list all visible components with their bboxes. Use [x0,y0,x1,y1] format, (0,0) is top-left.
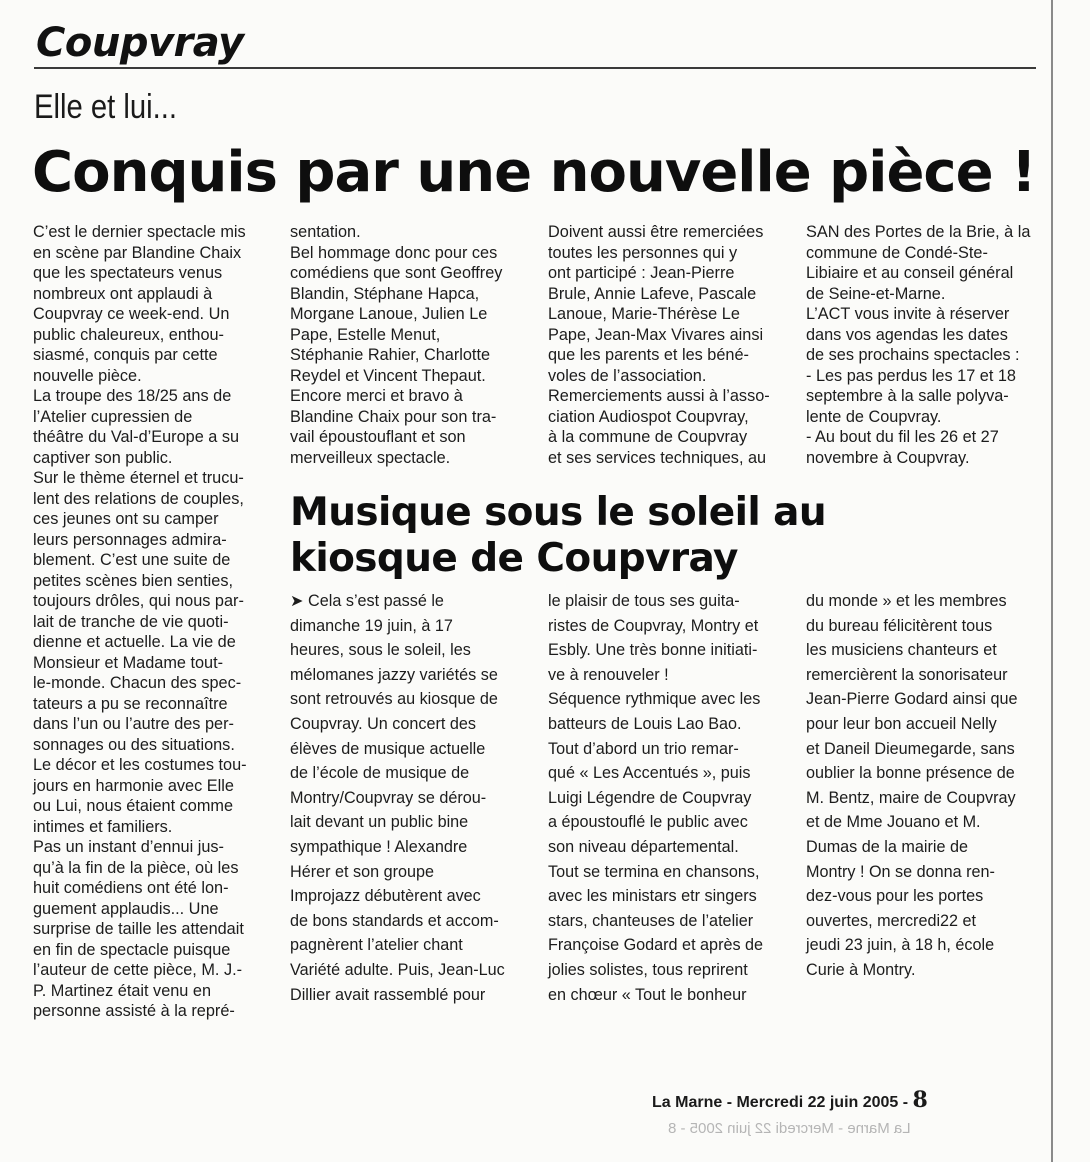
article1-column-1 [33,222,269,1022]
article1-headline: Conquis par une nouvelle pièce ! [32,140,1036,205]
article2-headline: Musique sous le soleil au kiosque de Coupvray [290,490,827,581]
article1-column-4-text: SAN des Portes de la Brie, à la commune de Condé-Ste- Libiaire et au conseil général de Seine-et-Marne. L’ACT vous invite à réserver dans vos agendas les dates de ses prochains spectacles : - Les pas perdus les 17 et 18 septembre à la salle polyva- lente de Coupvray. - Au bout du fil les 26 et 27 novembre à Coupvray. [806,223,1031,467]
article1-column-2 [290,222,526,468]
article1-column-3 [548,222,784,468]
section-title: Coupvray [36,20,244,66]
section-rule [34,67,1036,69]
footer-publication-date: La Marne - Mercredi 22 juin 2005 - [652,1094,913,1111]
article1-kicker: Elle et lui... [34,88,178,126]
article1-column-4 [806,222,1042,468]
article1-column-1-text: C’est le dernier spectacle mis en scène par Blandine Chaix que les spectateurs venus nombreux ont applaudi à Coupvray ce week-end. Un public chaleureux, enthou- siasmé, conquis par cette nouvelle pièce. La troupe des 18/25 ans de l’Atelier cupressien de théâtre du Val-d’Europe a su captiver son public. Sur le thème éternel et trucu- lent des relations de couples, ces jeunes ont su camper leurs personnages admira- blement. C’est une suite de petites scènes bien senties, toujours drôles, qui nous par- lait de tranche de vie quoti- dienne et actuelle. La vie de Monsieur et Madame tout- le-monde. Chacun des spec- tateurs a pu se reconnaître dans l’un ou l’autre des per- sonnages ou des situations. Le décor et les costumes tou- jours en harmonie avec Elle ou Lui, nous étaient comme intimes et familiers. Pas un instant d’ennui jus- qu’à la fin de la pièce, où les huit comédiens ont été lon- guement applaudis... Une surprise de taille les attendait en fin de spectacle puisque l’auteur de cette pièce, M. J.- P. Martinez était venu en personne assisté à la repré- [33,223,247,1020]
article2-column-2 [548,589,788,1007]
article2-column-1 [290,589,530,1007]
footer-page-number: 8 [912,1087,928,1113]
article2-column-3 [806,589,1046,983]
bleed-through-text: La Marne - Mercredi 22 juin 2005 - 8 [668,1120,911,1137]
article2-column-2-text: le plaisir de tous ses guita- ristes de Coupvray, Montry et Esbly. Une très bonne initiati- ve à renouveler ! Séquence rythmique avec les batteurs de Louis Lao Bao. Tout d’abord un trio remar- qué « Les Accentués », puis Luigi Légendre de Coupvray a époustouflé le public avec son niveau départemental. Tout se termina en chansons, avec les ministars etr singers stars, chanteuses de l’atelier Françoise Godard et après de jolies solistes, tous reprirent en chœur « Tout le bonheur [548,592,764,1004]
article1-column-2-text: sentation. Bel hommage donc pour ces comédiens que sont Geoffrey Blandin, Stéphane Hapca, Morgane Lanoue, Julien Le Pape, Estelle Menut, Stéphanie Rahier, Charlotte Reydel et Vincent Thepaut. Encore merci et bravo à Blandine Chaix pour son tra- vail époustouflant et son merveilleux spectacle. [290,223,503,467]
article1-column-3-text: Doivent aussi être remerciées toutes les personnes qui y ont participé : Jean-Pierre Brule, Annie Lafeve, Pascale Lanoue, Marie-Thérèse Le Pape, Jean-Max Vivares ainsi que les parents et les béné- voles de l’association. Remerciements aussi à l’asso- ciation Audiospot Coupvray, à la commune de Coupvray et ses services techniques, au [548,223,770,467]
page-footer [652,1087,928,1113]
article2-column-1-text: ➤ Cela s’est passé le dimanche 19 juin, à 17 heures, sous le soleil, les mélomanes jazzy variétés se sont retrouvés au kiosque de Coupvray. Un concert des élèves de musique actuelle de l’école de musique de Montry/Coupvray se dérou- lait devant un public bine sympathique ! Alexandre Hérer et son groupe Improjazz débutèrent avec de bons standards et accom- pagnèrent l’atelier chant Variété adulte. Puis, Jean-Luc Dillier avait rassemblé pour [290,592,505,1004]
page-edge-line [1051,0,1053,1162]
article2-column-3-text: du monde » et les membres du bureau félicitèrent tous les musiciens chanteurs et remercièrent la sonorisateur Jean-Pierre Godard ainsi que pour leur bon accueil Nelly et Daneil Dieumegarde, sans oublier la bonne présence de M. Bentz, maire de Coupvray et de Mme Jouano et M. Dumas de la mairie de Montry ! On se donna ren- dez-vous pour les portes ouvertes, mercredi22 et jeudi 23 juin, à 18 h, école Curie à Montry. [806,592,1018,979]
